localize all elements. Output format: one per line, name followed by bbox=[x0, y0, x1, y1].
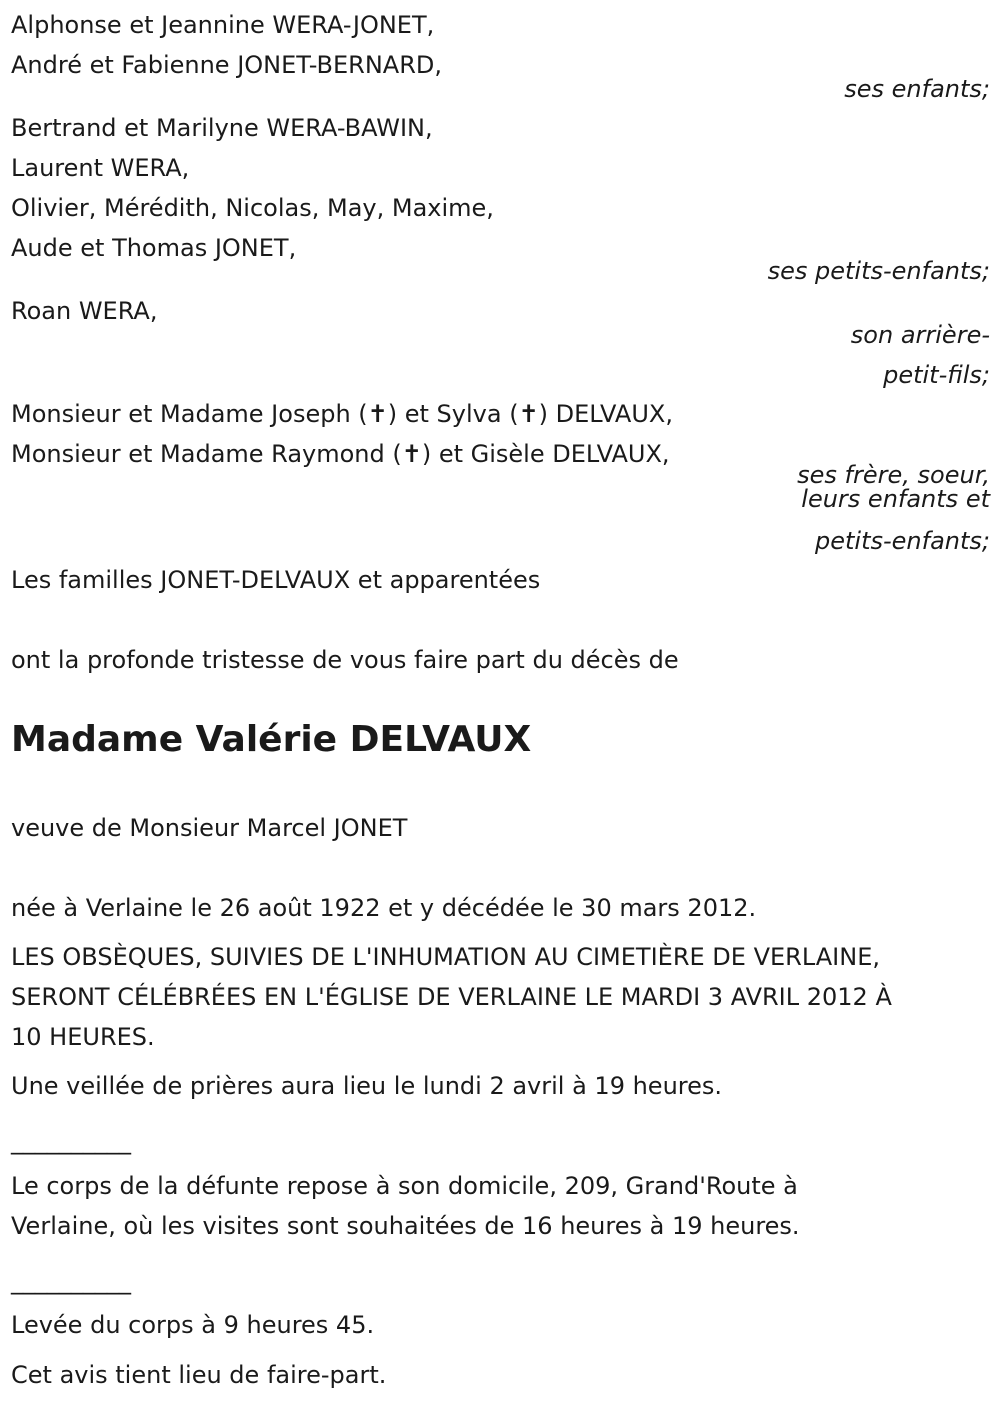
funeral-line-2: SERONT CÉLÉBRÉES EN L'ÉGLISE DE VERLAINE LE MARDI 3 AVRIL 2012 À bbox=[11, 983, 892, 1011]
siblings-line-2: Monsieur et Madame Raymond (✝) et Gisèle DELVAUX, bbox=[11, 440, 670, 468]
body-rest-line-2: Verlaine, où les visites sont souhaitées de 16 heures à 19 heures. bbox=[11, 1212, 800, 1240]
families-line: Les familles JONET-DELVAUX et apparentées bbox=[11, 566, 541, 594]
birth-death: née à Verlaine le 26 août 1922 et y décédée le 30 mars 2012. bbox=[11, 894, 757, 922]
notice-text: Cet avis tient lieu de faire-part. bbox=[11, 1361, 387, 1389]
siblings-line-1: Monsieur et Madame Joseph (✝) et Sylva (✝) DELVAUX, bbox=[11, 400, 673, 428]
children-line-1: Alphonse et Jeannine WERA-JONET, bbox=[11, 11, 435, 39]
grandchildren-line-3: Olivier, Mérédith, Nicolas, May, Maxime, bbox=[11, 194, 494, 222]
grandchildren-line-4: Aude et Thomas JONET, bbox=[11, 234, 297, 262]
greatgrandson-role-1: son arrière- bbox=[850, 321, 990, 349]
separator-1: __________ bbox=[11, 1127, 131, 1155]
levee-text: Levée du corps à 9 heures 45. bbox=[11, 1311, 375, 1339]
body-rest-line-1: Le corps de la défunte repose à son domicile, 209, Grand'Route à bbox=[11, 1172, 798, 1200]
siblings-role-2: leurs enfants et bbox=[801, 485, 990, 513]
grandchildren-line-1: Bertrand et Marilyne WERA-BAWIN, bbox=[11, 114, 433, 142]
children-role: ses enfants; bbox=[844, 75, 990, 103]
greatgrandson-line: Roan WERA, bbox=[11, 297, 158, 325]
children-line-2: André et Fabienne JONET-BERNARD, bbox=[11, 51, 443, 79]
widow-of: veuve de Monsieur Marcel JONET bbox=[11, 814, 408, 842]
funeral-line-3: 10 HEURES. bbox=[11, 1023, 155, 1051]
siblings-role-3: petits-enfants; bbox=[815, 527, 990, 555]
grandchildren-role: ses petits-enfants; bbox=[767, 257, 990, 285]
vigil-text: Une veillée de prières aura lieu le lundi 2 avril à 19 heures. bbox=[11, 1072, 723, 1100]
siblings-role-1: ses frère, soeur, bbox=[797, 461, 990, 489]
separator-2: __________ bbox=[11, 1267, 131, 1295]
grandchildren-line-2: Laurent WERA, bbox=[11, 154, 190, 182]
greatgrandson-role-2: petit-fils; bbox=[883, 361, 990, 389]
funeral-line-1: LES OBSÈQUES, SUIVIES DE L'INHUMATION AU CIMETIÈRE DE VERLAINE, bbox=[11, 943, 880, 971]
deceased-name: Madame Valérie DELVAUX bbox=[11, 719, 532, 760]
announcement-text: ont la profonde tristesse de vous faire part du décès de bbox=[11, 646, 679, 674]
